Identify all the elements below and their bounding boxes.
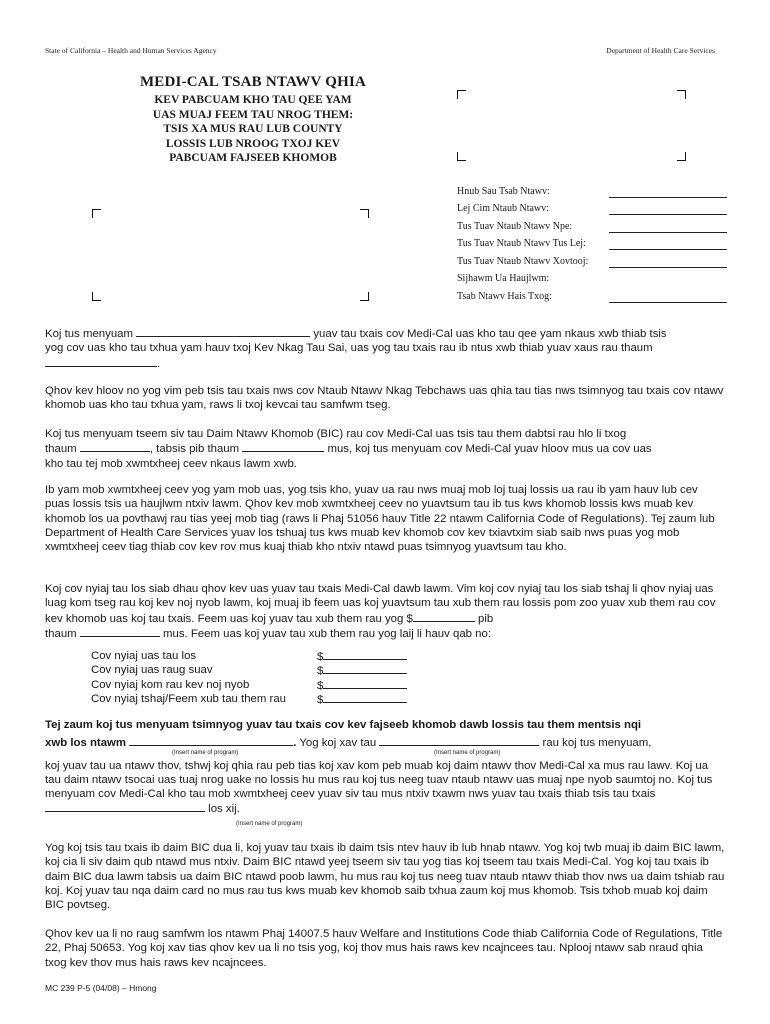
- recipient-box-corner: [360, 209, 369, 218]
- page-subtitle: [138, 93, 368, 166]
- date-blank[interactable]: [80, 626, 160, 637]
- text: Ib yam mob xwmtxheej ceev yog yam mob uas, yog tsis kho, yuav ua rau nws muaj mob loj tuaj lossis ua rau ib yam hauv lub cev puas lossis tsis ua haujlwm ntxiv lawm. Qhov kev mob xwmtxheej ceev no yuavtsum tau ib tus kws khomob lossis kws muab kev khomob los ua povthawj rau tias yeej mob tiag (raws li Phaj 51056 hauv Title 22 ntawm California Code of Regulations). Tej zaum lub Department of Health Care Services yuav los tshuaj tus kws muab kev khomob cov kev txiavtxim siab saib nws puas yog mob xwmtxheej ceev tiag thiab cov kev rov mus kuaj thiab kho ntxiv ntawd puas tsimnyog yuavtsum tau kho.: [45, 484, 715, 554]
- field-label: Lej Cim Ntaub Ntawv:: [457, 203, 549, 214]
- share-of-cost-blank[interactable]: [413, 611, 475, 622]
- field-line[interactable]: [609, 267, 727, 268]
- text: .: [157, 357, 161, 370]
- amount-blank[interactable]: [323, 692, 407, 703]
- subtitle-line: UAS MUAJ FEEM TAU NROG THEM:: [152, 108, 354, 121]
- text: rau koj tus menyuam,: [542, 737, 652, 750]
- text: Koj tus menyuam: [45, 328, 133, 340]
- currency-symbol: $: [317, 651, 324, 663]
- field-worker-phone: [457, 251, 727, 269]
- subtitle-line: KEV PABCUAM KHO TAU QEE YAM: [154, 94, 352, 106]
- field-label: Sijhawm Ua Haujlwm:: [457, 273, 550, 284]
- text: koj yuav tau ua ntawv thov, tshwj koj qhia rau peb tias koj xav kom peb muab koj daim ntawv thov Medi-Cal xa mus rau lawv. Koj ua tau daim ntawv tsocai uas tuaj nrog uake no lossis hu mus rau koj tus neeg tuav ntaub ntawv uas muaj npe nyob saumtoj no. Koj tus menyuam cov Medi-Cal kho tau mob xwmtxheej ceev yuav siv tau mus ntxiv txawm nws yuav tau txais thiab tsis tau txais: [45, 759, 713, 801]
- amount-blank[interactable]: [323, 678, 407, 689]
- amount-blank[interactable]: [323, 649, 407, 660]
- table-row: [91, 649, 411, 663]
- field-line[interactable]: [609, 249, 727, 250]
- row-label: Cov nyiaj uas raug suav: [91, 664, 213, 677]
- field-line[interactable]: [609, 197, 727, 198]
- field-office-hours: [457, 269, 727, 287]
- field-case-number: [457, 199, 727, 217]
- program-name-blank[interactable]: [129, 735, 293, 746]
- text: Yog koj tsis tau txais ib daim BIC dua li, koj yuav tau txais ib daim tsis ntev hauv ib lub hnab ntawv. Yog koj twb muaj ib daim BIC lawm, koj cia li siv daim qub ntawd mus ntxiv. Daim BIC ntawd yeej tseem siv tau yog tias koj tseem tau txais Medi-Cal. Yog koj tau txais ib daim BIC dua lawm tabsis ua daim BIC ntawd poob lawm, hu mus rau koj tus neeg tuav ntaub ntawv thiab thov nws ua daim tshiab rau koj. Koj yuav tau nqa daim card no mus rau tus kws muab kev khomob saib txhua zaum koj mus khomob. Tsis txhob muab koj daim BIC povtseg.: [45, 842, 725, 912]
- text: kho tau tej mob xwmtxheej ceev nkaus lawm xwb.: [45, 457, 297, 470]
- row-label: Cov nyiaj uas tau los: [91, 650, 197, 662]
- field-line[interactable]: [609, 214, 727, 215]
- field-label: Tus Tuav Ntaub Ntawv Tus Lej:: [457, 238, 586, 249]
- recipient-box-corner: [360, 292, 369, 301]
- form-number: MC 239 P-5 (04/08) – Hmong: [45, 983, 157, 993]
- currency-symbol: $: [317, 665, 324, 678]
- text: Qhov kev ua li no raug samfwm los ntawm Phaj 14007.5 hauv Welfare and Institutions Code thiab California Code of Regulations, Title 22, Phaj 50653. Yog koj xav tias qhov kev ua li no tsis yog, koj thov mus hais raws kev ncajncees tau. Nplooj ntawv sab nraud qhia txog kev thov mus hais raws kev ncajncees.: [45, 928, 723, 969]
- paragraph-bic-card: [45, 841, 725, 912]
- text: .: [293, 737, 297, 750]
- field-label: Hnub Sau Tsab Ntawv:: [457, 185, 550, 197]
- address-box-corner: [457, 152, 466, 161]
- address-box-corner: [457, 90, 466, 99]
- text: pib: [478, 612, 494, 625]
- subtitle-line: LOSSIS LUB NROOG TXOJ KEV: [165, 137, 341, 150]
- child-name-blank[interactable]: [136, 326, 310, 337]
- address-box-corner: [677, 90, 686, 99]
- table-row: [91, 663, 411, 677]
- subtitle-line: TSIS XA MUS RAU LUB COUNTY: [163, 123, 343, 135]
- field-label: Tus Tuav Ntaub Ntawv Xovtooj:: [457, 255, 589, 267]
- address-box-corner: [677, 152, 686, 161]
- text: Yog koj xav tau: [299, 737, 377, 750]
- field-label: Tsab Ntawv Hais Txog:: [457, 290, 552, 302]
- paragraph-program: [45, 718, 725, 817]
- page-title: MEDI-CAL TSAB NTAWV QHIA: [139, 74, 367, 90]
- field-worker-name: [457, 216, 727, 234]
- table-row: [91, 678, 411, 692]
- end-date-blank[interactable]: [45, 356, 157, 367]
- insert-note: (Insert name of program): [434, 750, 501, 756]
- paragraph-reason: [45, 384, 725, 413]
- text: mus. Feem uas koj yuav tau xub them rau yog laij li hauv qab no:: [163, 627, 491, 640]
- date-blank[interactable]: [80, 441, 150, 452]
- paragraph-intro: [45, 326, 725, 371]
- text: thaum: [45, 443, 77, 456]
- program-name-blank[interactable]: [45, 801, 205, 812]
- currency-symbol: $: [317, 693, 324, 706]
- field-notice-regarding: [457, 286, 727, 304]
- amount-blank[interactable]: [323, 663, 407, 674]
- text: Koj tus menyuam tseem siv tau Daim Ntawv Khomob (BIC) rau cov Medi-Cal uas tsis tau them dabtsi rau hlo li txog: [45, 428, 627, 440]
- paragraph-bic: [45, 427, 725, 471]
- field-worker-number: [457, 234, 727, 252]
- text: yog cov uas kho tau txhua yam hauv txoj Kev Nkag Tau Sai, uas yog tau txais rau ib ntus xwb thiab yuav xaus rau thaum: [45, 342, 653, 355]
- paragraph-share-of-cost: [45, 582, 725, 641]
- title-block: [138, 74, 368, 166]
- field-line[interactable]: [609, 302, 727, 303]
- text: Qhov kev hloov no yog vim peb tsis tau txais nws cov Ntaub Ntawv Nkag Tebchaws uas qhia tau tias nws tsimnyog tau txais cov ntawv khomob uas kho tau txhua yam, raws li txoj kevcai tau samfwm tseg.: [45, 385, 724, 412]
- recipient-box-corner: [92, 209, 101, 218]
- text: xwb los ntawm: [45, 737, 127, 750]
- text: los xij.: [208, 803, 240, 816]
- header-agency: State of California – Health and Human Services Agency: [45, 46, 217, 55]
- text: thaum: [45, 627, 77, 640]
- paragraph-emergency: [45, 483, 725, 554]
- share-of-cost-table: [91, 649, 411, 706]
- row-label: Cov nyiaj kom rau kev noj nyob: [91, 678, 250, 691]
- currency-symbol: $: [317, 679, 324, 692]
- paragraph-authority: [45, 927, 725, 970]
- header-department: Department of Health Care Services: [606, 46, 715, 55]
- date-blank[interactable]: [242, 441, 324, 452]
- insert-note: (Insert name of program): [172, 750, 239, 756]
- field-line[interactable]: [609, 232, 727, 233]
- insert-note: (Insert name of program): [236, 821, 303, 827]
- program-name-blank[interactable]: [379, 735, 539, 746]
- row-label: Cov nyiaj tshaj/Feem xub tau them rau: [91, 692, 286, 705]
- recipient-box-corner: [92, 292, 101, 301]
- text: Koj cov nyiaj tau los siab dhau qhov kev uas yuav tau txais Medi-Cal dawb lawm. Vim koj cov nyiaj tau los siab tshaj li qhov nyiaj uas luag kom tseg rau koj kev noj nyob lawm, koj muaj ib feem uas koj yuavtsum tau xub them rau lossis pom zoo yuav xub them rau cov kev khomob uas koj tau txais. Feem uas koj yuav tau xub them rau yog $: [45, 583, 716, 625]
- subtitle-line: PABCUAM FAJSEEB KHOMOB: [169, 152, 337, 164]
- text: yuav tau txais cov Medi-Cal uas kho tau qee yam nkaus xwb thiab tsis: [313, 328, 667, 340]
- text: Tej zaum koj tus menyuam tsimnyog yuav tau txais cov kev fajseeb khomob dawb lossis tau them mentsis nqi: [45, 719, 642, 731]
- field-notice-date: [457, 181, 727, 199]
- text: , tabsis pib thaum: [149, 443, 240, 456]
- table-row: [91, 692, 411, 706]
- text: mus, koj tus menyuam cov Medi-Cal yuav hloov mus ua cov uas: [327, 443, 652, 456]
- field-label: Tus Tuav Ntaub Ntawv Npe:: [457, 220, 573, 232]
